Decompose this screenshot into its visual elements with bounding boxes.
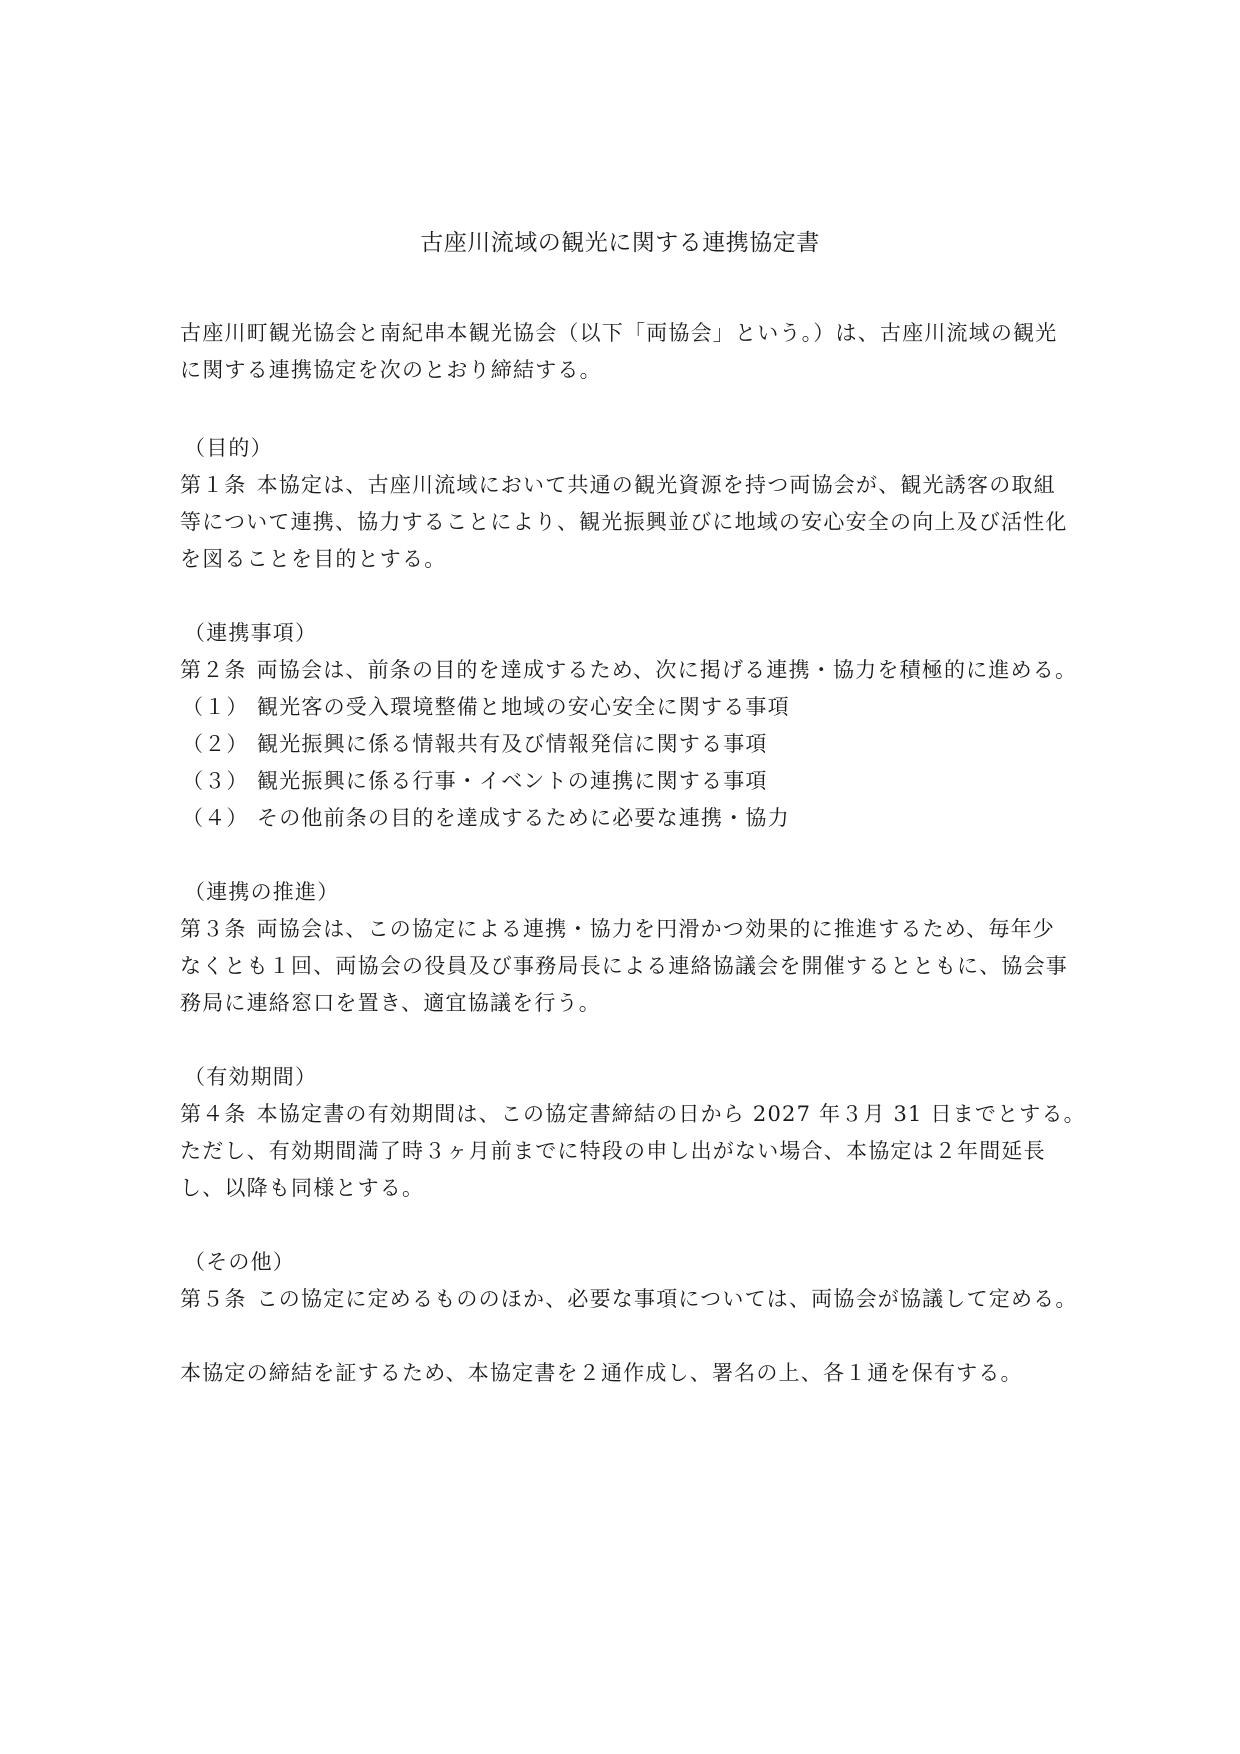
article-1-line-1 — [180, 470, 1056, 500]
list-item-number: （１） — [182, 695, 249, 719]
preamble-line-1: 古座川町観光協会と南紀串本観光協会（以下「両協会」という。）は、古座川流域の観光 — [180, 321, 1058, 345]
article-3-text: 両協会は、この協定による連携・協力を円滑かつ効果的に推進するため、毎年少 — [256, 917, 1055, 941]
article-4-text: 本協定書の有効期間は、この協定書締結の日から 2027 年３月 31 日までとする。 — [256, 1102, 1086, 1126]
article-1-line-3: を図ることを目的とする。 — [180, 547, 447, 571]
list-item-text: 観光振興に係る情報共有及び情報発信に関する事項 — [257, 732, 768, 756]
article-1-label: 第１条 — [180, 473, 247, 497]
list-item-number: （２） — [182, 732, 249, 756]
list-item-number: （４） — [182, 806, 249, 830]
list-item — [182, 766, 768, 796]
article-5-text: この協定に定めるもののほか、必要な事項については、両協会が協議して定める。 — [256, 1287, 1078, 1311]
article-3-line-3: 務局に連絡窓口を置き、適宜協議を行う。 — [180, 991, 601, 1015]
list-item-number: （３） — [182, 769, 249, 793]
list-item — [182, 692, 790, 722]
article-4-line-1 — [180, 1099, 1086, 1129]
article-5-label: 第５条 — [180, 1287, 247, 1311]
list-item-text: 観光振興に係る行事・イベントの連携に関する事項 — [257, 769, 768, 793]
article-3-line-2: なくとも１回、両協会の役員及び事務局長による連絡協議会を開催するとともに、協会事 — [180, 954, 1068, 978]
article-2-label: 第２条 — [180, 658, 247, 682]
article-2-line-1 — [180, 655, 1077, 685]
article-2-heading: （連携事項） — [184, 621, 318, 645]
list-item-text: その他前条の目的を達成するために必要な連携・協力 — [257, 806, 790, 830]
article-5-line-1 — [180, 1284, 1078, 1314]
list-item — [182, 803, 790, 833]
preamble-line-2: に関する連携協定を次のとおり締結する。 — [180, 358, 602, 382]
document-title: 古座川流域の観光に関する連携協定書 — [420, 230, 820, 256]
article-1-line-2: 等について連携、協力することにより、観光振興並びに地域の安心安全の向上及び活性化 — [180, 510, 1068, 534]
article-3-line-1 — [180, 914, 1055, 944]
article-2-text: 両協会は、前条の目的を達成するため、次に掲げる連携・協力を積極的に進める。 — [256, 658, 1078, 682]
list-item — [182, 729, 768, 759]
article-1-text: 本協定は、古座川流域において共通の観光資源を持つ両協会が、観光誘客の取組 — [256, 473, 1056, 497]
article-4-line-3: し、以降も同様とする。 — [180, 1176, 425, 1200]
list-item-text: 観光客の受入環境整備と地域の安心安全に関する事項 — [257, 695, 790, 719]
article-4-heading: （有効期間） — [184, 1065, 318, 1089]
article-4-label: 第４条 — [180, 1102, 247, 1126]
article-4-line-2: ただし、有効期間満了時３ヶ月前までに特段の申し出がない場合、本協定は２年間延長 — [180, 1139, 1046, 1163]
article-3-heading: （連携の推進） — [184, 880, 340, 904]
article-1-heading: （目的） — [184, 436, 273, 460]
article-5-heading: （その他） — [184, 1250, 295, 1274]
article-3-label: 第３条 — [180, 917, 247, 941]
closing-statement: 本協定の締結を証するため、本協定書を２通作成し、署名の上、各１通を保有する。 — [180, 1361, 1023, 1385]
